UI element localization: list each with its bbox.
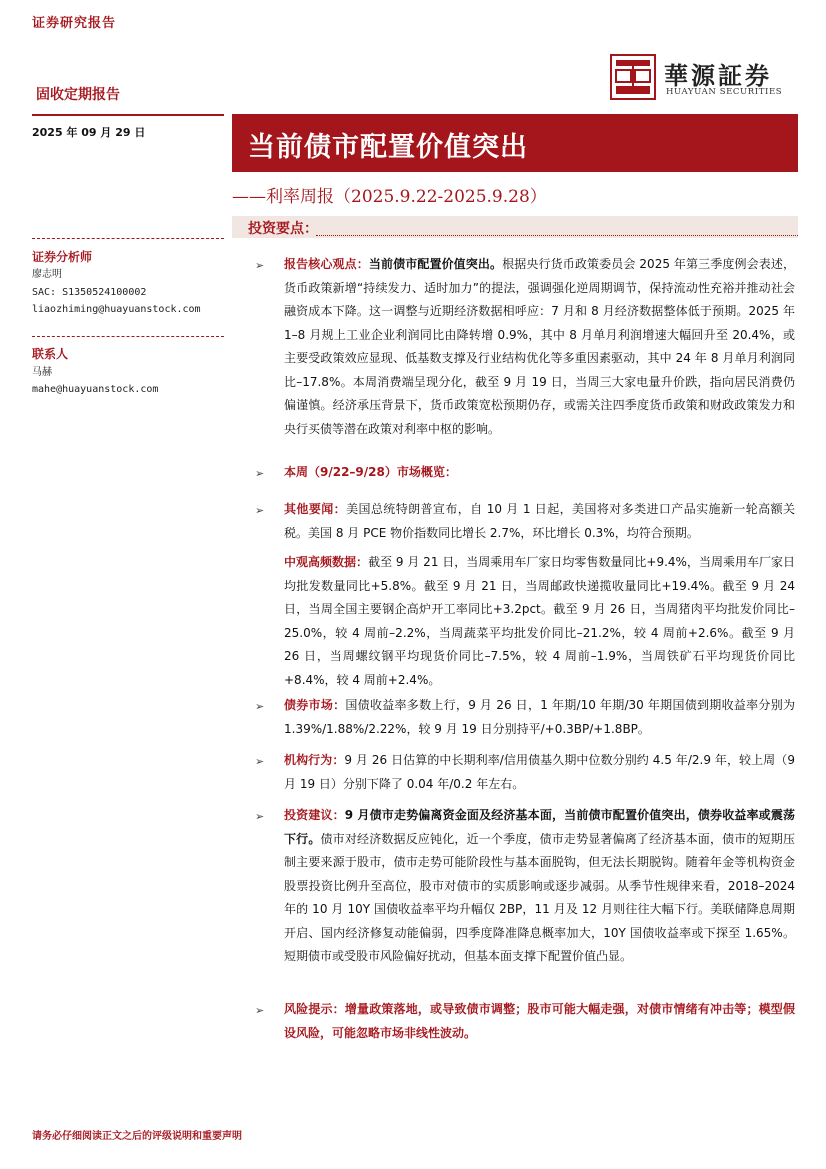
key-points-label: 投资要点：	[248, 221, 318, 237]
logo-mark-icon	[610, 54, 656, 100]
report-date: 2025 年 09 月 29 日	[32, 126, 146, 139]
analyst-email[interactable]: liaozhiming@huayuanstock.com	[32, 304, 201, 315]
report-type: 证券研究报告	[32, 16, 117, 31]
logo-name: 華源証券	[664, 61, 772, 90]
bullet-icon: ➢	[255, 1004, 265, 1017]
bullet-icon: ➢	[255, 755, 265, 768]
other-news-paragraph	[284, 498, 795, 545]
investment-advice-paragraph	[284, 804, 795, 969]
high-frequency-label: 中观高频数据：	[284, 555, 369, 569]
institution-text: 9 月 26 日估算的中长期利率/信用债基久期中位数分别约 4.5 年/2.9 年，较上周（9 月 19 日）分别下降了 0.04 年/0.2 年左右。	[284, 753, 795, 791]
company-logo	[610, 54, 790, 100]
analyst-heading: 证券分析师	[32, 250, 93, 264]
institution-label: 机构行为：	[284, 753, 345, 767]
bond-market-paragraph	[284, 694, 795, 741]
risk-warning-text: 增量政策落地，或导致债市调整；股市可能大幅走强，对债市情绪有冲击等；模型假设风险，可能忽略市场非线性波动。	[284, 1002, 795, 1040]
high-frequency-text: 截至 9 月 21 日，当周乘用车厂家日均零售数量同比+9.4%，当周乘用车厂家日均批发数量同比+5.8%。截至 9 月 21 日，当周邮政快递揽收量同比+19.4%。截至 9 月 24 日，当周全国主要钢企高炉开工率同比+3.2pct。截至 9 月 26 日，当周猪肉平均批发价同比–25.0%，较 4 周前–2.2%，当周蔬菜平均批发价同比–21.2%，较 4 周前+2.6%。截至 9 月 26 日，当周螺纹钢平均现货价同比–7.5%，较 4 周前–1.9%，当周铁矿石平均现货价同比+8.4%，较 4 周前+2.4%。	[284, 555, 795, 687]
investment-advice-headline: 9 月债市走势偏离资金面及经济基本面，当前债市配置价值突出，债券收益率或震荡下行。	[284, 808, 795, 846]
header-rule	[32, 114, 224, 116]
investment-advice-text: 债市对经济数据反应钝化，近一个季度，债市走势显著偏离了经济基本面，债市的短期压制主要来源于股市，债市走势可能阶段性与基本面脱钩，但无法长期脱钩。随着年金等机构资金股票投资比例升至高位，股市对债市的实质影响或逐步减弱。从季节性规律来看，2018–2024 年的 10 月 10Y 国债收益率平均升幅仅 2BP，11 月及 12 月则往往大幅下行。美联储降息周期开启、国内经济修复动能偏弱，四季度降准降息概率加大，10Y 国债收益率或下探至 1.65%。短期债市或受股市风险偏好扰动，但基本面支撑下配置价值凸显。	[284, 831, 795, 963]
report-subtitle: ——利率周报（2025.9.22-2025.9.28）	[232, 187, 547, 207]
contact-email[interactable]: mahe@huayuanstock.com	[32, 384, 159, 395]
bond-market-text: 国债收益率多数上行，9 月 26 日，1 年期/10 年期/30 年期国债到期收益率分别为 1.39%/1.88%/2.22%，较 9 月 19 日分别持平/+0.3BP/+1.8BP。	[284, 698, 795, 736]
core-view-headline: 当前债市配置价值突出。	[368, 257, 503, 271]
bond-market-label: 债券市场：	[284, 698, 346, 712]
risk-warning-paragraph	[284, 998, 795, 1045]
risk-warning-label: 风险提示：	[284, 1002, 345, 1016]
core-view-paragraph	[284, 253, 795, 441]
analyst-name: 廖志明	[32, 269, 62, 280]
core-view-text: 根据央行货币政策委员会 2025 年第三季度例会表述，货币政策新增“持续发力、适时加力”的提法，强调强化逆周期调节，保持流动性充裕并推动社会融资成本下降。这一调整与近期经济数据相呼应：7 月和 8 月经济数据整体低于预期。2025 年 1–8 月规上工业企业利润同比由降转增 0.9%，其中 8 月单月利润增速大幅回升至 20.4%，或主要受政策效应显现、低基数支撑及行业结构优化等多重因素驱动，其中 24 年 8 月单月利润同比–17.8%。本周消费端呈现分化，截至 9 月 19 日，当周三大家电量升价跌，指向居民消费仍偏谨慎。经济承压背景下，货币政策宽松预期仍存，或需关注四季度货币政策和财政政策发力和央行买债等潜在政策对利率中枢的影响。	[284, 257, 795, 436]
footer-disclaimer: 请务必仔细阅读正文之后的评级说明和重要声明	[32, 1131, 242, 1142]
other-news-text: 美国总统特朗普宣布，自 10 月 1 日起，美国将对多类进口产品实施新一轮高额关税。美国 8 月 PCE 物价指数同比增长 2.7%，环比增长 0.3%，均符合预期。	[284, 502, 795, 540]
high-frequency-paragraph	[284, 551, 795, 692]
contact-heading: 联系人	[32, 347, 69, 361]
bullet-icon: ➢	[255, 504, 265, 517]
report-title: 当前债市配置价值突出	[248, 132, 528, 163]
key-points-divider	[316, 235, 798, 236]
bullet-icon: ➢	[255, 467, 265, 480]
sidebar-divider	[32, 238, 224, 239]
sidebar-divider	[32, 336, 224, 337]
contact-name: 马赫	[32, 367, 52, 378]
bullet-icon: ➢	[255, 700, 265, 713]
market-overview-label: 本周（9/22–9/28）市场概览：	[284, 465, 457, 479]
core-view-label: 报告核心观点：	[284, 257, 369, 271]
logo-english-name: HUAYUAN SECURITIES	[666, 87, 783, 97]
investment-advice-label: 投资建议：	[284, 808, 345, 822]
market-overview-paragraph	[284, 461, 795, 485]
report-category: 固收定期报告	[36, 87, 120, 103]
bullet-icon: ➢	[255, 810, 265, 823]
bullet-icon: ➢	[255, 259, 265, 272]
other-news-label: 其他要闻：	[284, 502, 347, 516]
institution-paragraph	[284, 749, 795, 796]
analyst-sac: SAC: S1350524100002	[32, 287, 147, 298]
